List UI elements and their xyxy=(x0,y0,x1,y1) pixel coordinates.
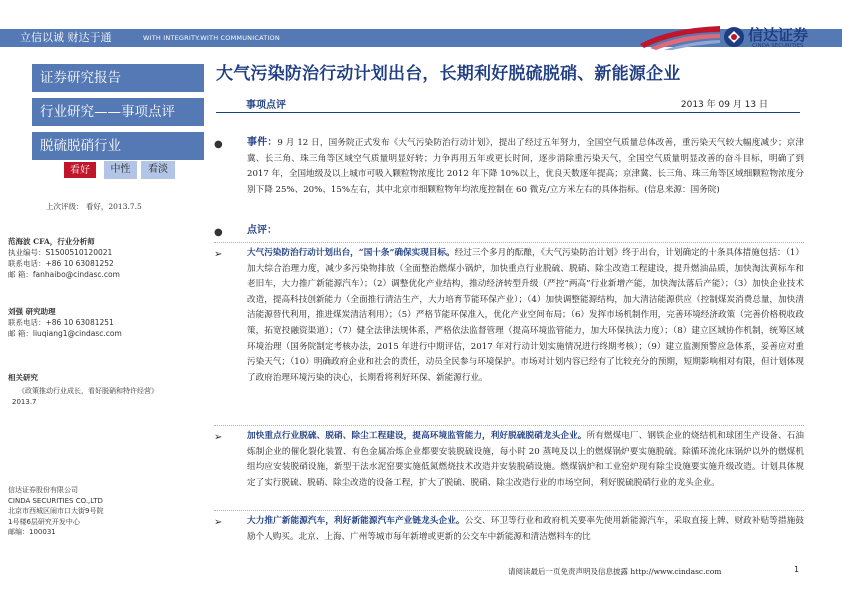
point-lead: 加快重点行业脱硫、脱硝、除尘工程建设，提高环境监管能力，利好脱硫脱硝龙头企业。 xyxy=(247,431,587,441)
arrow-bullet-icon: ➢ xyxy=(214,432,223,443)
sidebar-title-research: 证券研究报告 xyxy=(32,64,204,92)
analyst-card xyxy=(8,236,120,280)
point-paragraph xyxy=(214,429,804,491)
rating-positive: 看好 xyxy=(63,161,97,179)
rating-negative: 看淡 xyxy=(141,161,175,179)
analyst-email[interactable]: 邮 箱：liuqiang1@cindasc.com xyxy=(8,329,122,338)
report-type: 事项点评 xyxy=(246,100,286,111)
point-text: 公交、环卫等行业和政府机关要率先使用新能源汽车，采取直接上牌、财政补贴等措施鼓励个人购买。北京、上海、广州等城市每年新增或更新的公交车中新能源和清洁燃料车的比 xyxy=(247,516,804,542)
event-text: 9 月 12 日，国务院正式发布《大气污染防治行动计划》，提出了经过五年努力，全国空气质量总体改善，重污染天气较大幅度减少；京津冀、长三角、珠三角等区域空气质量明显好转；力争再用五年或更长时间，逐步消除重污染天气，全国空气质量明显改善的奋斗目标，明确了到 2017 年，全国地级及以上城市可吸入颗粒物浓度比 2012 年下降 10%以上，优良天数逐年提高；京津冀、长三角、珠三角等区域细颗粒物浓度分别下降 25%、20%、15%左右，其中北京市细颗粒物年均浓度控制在 60 微克/立方米左右的具体指标。(信息来源：国务院) xyxy=(247,138,805,195)
event-label: 事件： xyxy=(247,137,278,148)
analyst-phone: 联系电话：+86 10 63081252 xyxy=(8,259,114,268)
point-paragraph xyxy=(214,246,804,386)
bullet-dot-icon: ● xyxy=(214,139,223,150)
analyst-email[interactable]: 邮 箱：fanhaibo@cindasc.com xyxy=(8,270,120,279)
divider xyxy=(214,510,804,511)
rating-row xyxy=(32,160,204,180)
page-number: 1 xyxy=(794,565,800,574)
comment-label: 点评： xyxy=(247,225,277,236)
point-lead: 大气污染防治行动计划出台，“国十条”确保实现目标。 xyxy=(247,248,455,258)
sidebar-title-category: 行业研究——事项点评 xyxy=(32,98,204,126)
point-text: 所有燃煤电厂、钢铁企业的烧结机和球团生产设备、石油炼制企业的催化裂化装置、有色金属冶炼企业都要安装脱硫设施，每小时 20 蒸吨及以上的燃煤锅炉要实施脱硫。除循环流化床锅炉以外的燃煤机组均应安装脱硝设施，新型干法水泥窑要实施低氮燃烧技术改造并安装脱硝设施。燃煤锅炉和工业窑炉现有除尘设施要实施升级改造。计划具体规定了实行脱硫、脱硝、除尘改造的设备工程，扩大了脱硫、脱硝、除尘改造行业的市场空间，利好脱硫脱硝行业的龙头企业。 xyxy=(247,431,804,488)
report-subline xyxy=(216,93,800,113)
rating-neutral: 中性 xyxy=(104,161,137,179)
company-name: 信达证券股份有限公司 xyxy=(8,486,78,494)
analyst-name: 刘强 研究助理 xyxy=(8,307,56,316)
related-heading: 相关研究 xyxy=(8,373,38,382)
logo-text: 信达证券 xyxy=(748,26,809,44)
company-name-en: CINDA SECURITIES CO.,LTD xyxy=(8,496,103,505)
company-info xyxy=(8,485,103,538)
company-address: 北京市西城区闹市口大街9号院 xyxy=(8,507,104,515)
report-date: 2013 年 09 月 13 日 xyxy=(680,100,768,110)
point-paragraph xyxy=(214,514,804,545)
report-title: 大气污染防治行动计划出台，长期利好脱硫脱硝、新能源企业 xyxy=(216,64,681,84)
point-lead: 大力推广新能源汽车，利好新能源汽车产业链龙头企业。 xyxy=(247,516,465,526)
point-text: 经过三个多月的酝酿，《大气污染防治计划》终于出台，计划确定的十条具体措施包括：（1）加大综合治理力度，减少多污染物排放（全面整治燃煤小锅炉，加快重点行业脱硫、脱硝、除尘改造工程建设，提升燃油品质，加快淘汰黄标车和老旧车，大力推广新能源汽车）；（2）调整优化产业结构，推动经济转型升级（严控“两高”行业新增产能，加快淘汰落后产能）；（3）加快企业技术改造，提高科技创新能力（全面推行清洁生产，大力培育节能环保产业）；（4）加快调整能源结构，加大清洁能源供应（控制煤炭消费总量，加快清洁能源替代利用，推进煤炭清洁利用）；（5）严格节能环保准入，优化产业空间布局；（6）发挥市场机制作用，完善环境经济政策（完善价格税收政策，拓宽投融资渠道）；（7）健全法律法规体系，严格依法监督管理（提高环境监管能力，加大环保执法力度）；（8）建立区域协作机制，统筹区域环境治理（国务院制定考核办法，2015 年进行中期评估，2017 年对行动计划实施情况进行终期考核）；（9）建立监测预警应急体系，妥善应对重污染天气；（10）明确政府企业和社会的责任，动员全民参与环境保护。市场对计划内容已经有了比较充分的预期，短期影响相对有限，但计划体现了政府治理环境污染的决心，长期看将利好环保、新能源行业。 xyxy=(247,248,804,383)
bullet-dot-icon: ● xyxy=(214,227,223,238)
event-paragraph xyxy=(214,135,804,198)
arrow-bullet-icon: ➢ xyxy=(214,517,223,528)
divider xyxy=(214,425,804,426)
divider xyxy=(214,242,804,243)
analyst-id: 执业编号：S1500510120021 xyxy=(8,248,113,257)
analyst-card xyxy=(8,306,122,339)
slogan-en: WITH INTEGRITY.WITH COMMUNICATION xyxy=(143,34,280,42)
related-title[interactable]: 《政策推动行业成长，看好脱硝和特许经营》 xyxy=(18,387,158,395)
sidebar-title-industry: 脱硫脱硝行业 xyxy=(32,132,204,160)
related-research xyxy=(8,372,158,408)
ribbon-graphic xyxy=(640,24,720,50)
slogan: 立信以诚 财达于通 xyxy=(20,31,112,44)
last-rating: 上次评级： 看好，2013.7.5 xyxy=(46,202,142,211)
comment-heading xyxy=(214,223,804,240)
logo-text-en: CINDA SECURITIES xyxy=(752,43,804,49)
company-postcode: 邮编：100031 xyxy=(8,528,56,536)
company-address-2: 1号楼6层研究开发中心 xyxy=(8,517,80,526)
disclaimer-note[interactable]: 请阅读最后一页免责声明及信息披露 http://www.cindasc.com xyxy=(508,567,722,576)
arrow-bullet-icon: ➢ xyxy=(214,249,223,260)
analyst-name: 范海波 CFA，行业分析师 xyxy=(8,237,95,246)
related-date: 2013.7 xyxy=(12,398,37,406)
analyst-phone: 联系电话：+86 10 63081251 xyxy=(8,318,114,327)
